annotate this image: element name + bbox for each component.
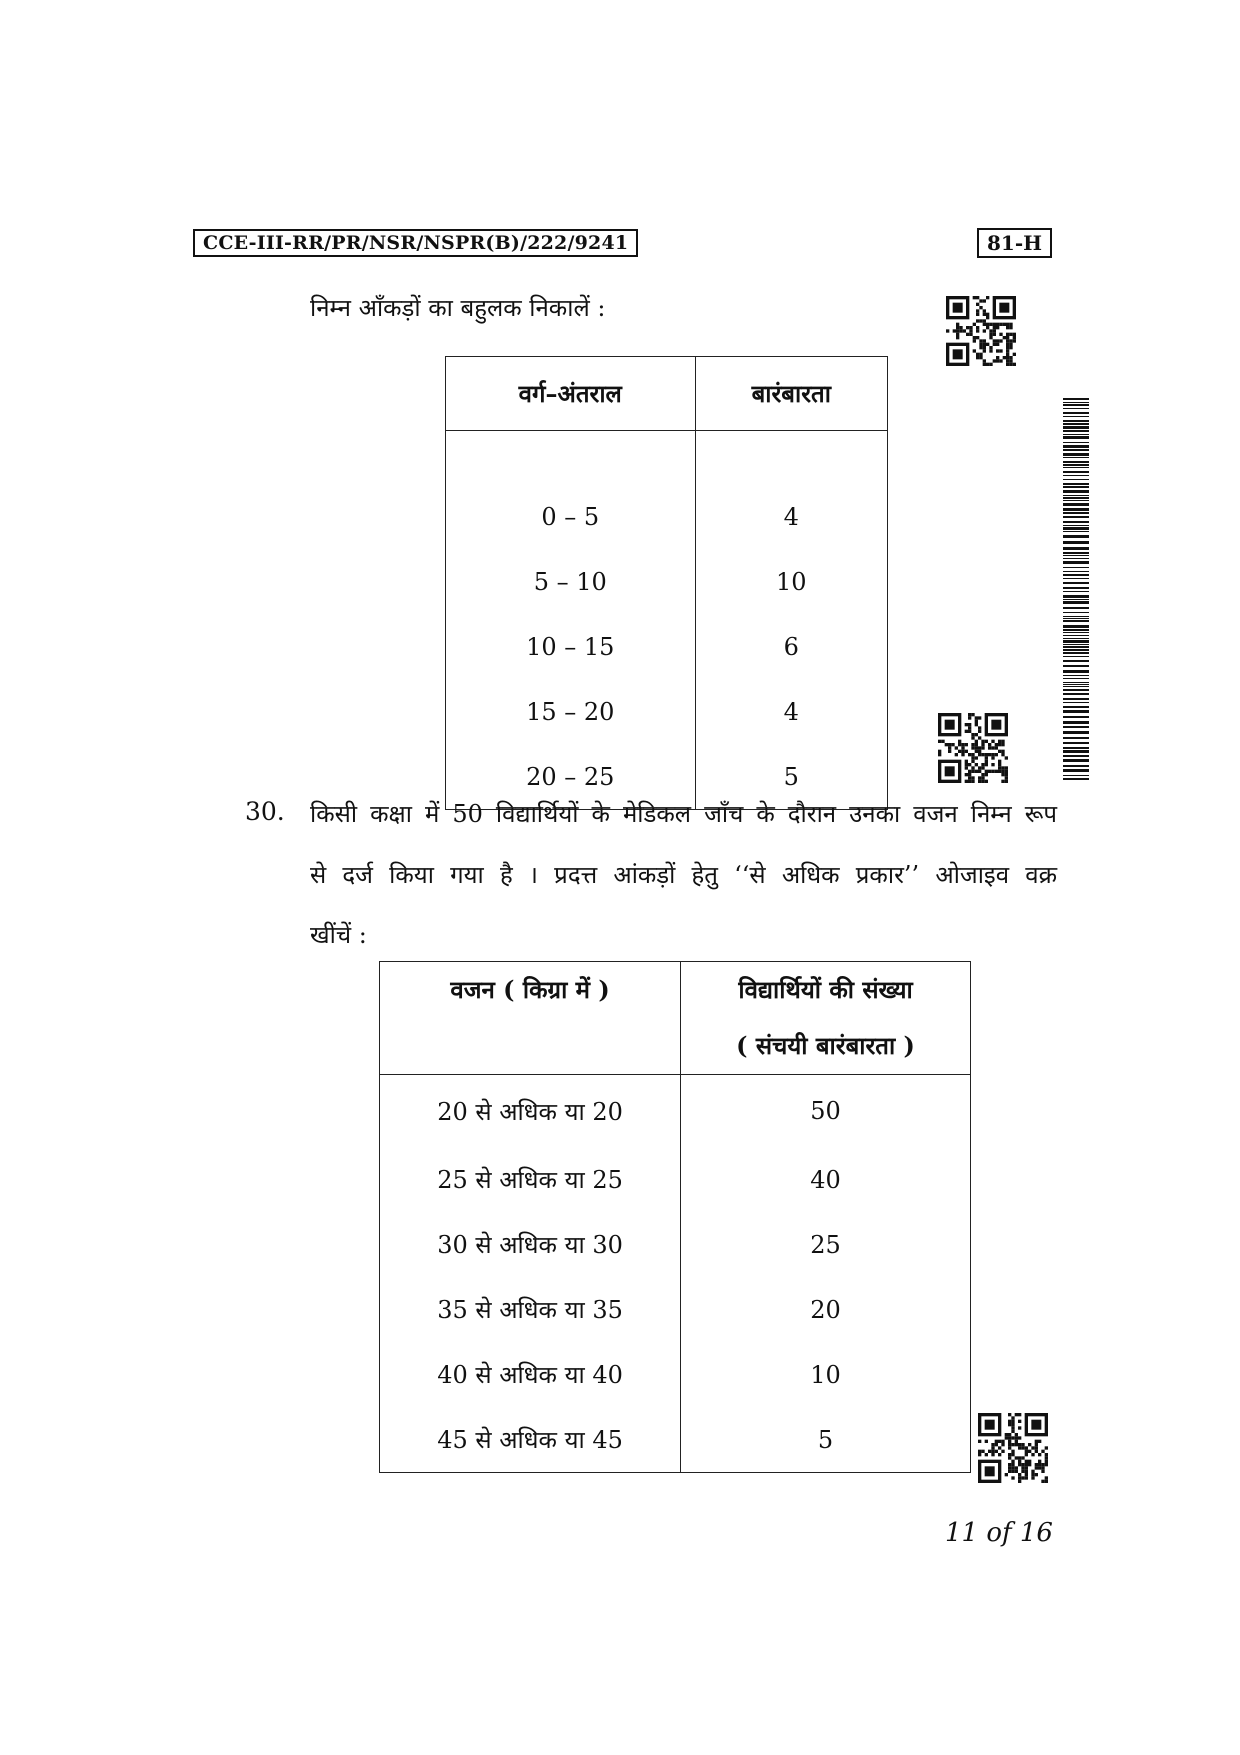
table-row [446,614,888,679]
question-29-prompt: निम्न आँकड़ों का बहुलक निकालें : [310,294,606,322]
table-row [446,679,888,744]
cumulative-frequency-cell: 10 [681,1342,971,1407]
cumulative-frequency-cell: 25 [681,1212,971,1277]
paper-code: 81-H [977,228,1052,258]
weight-cell: 45 से अधिक या 45 [380,1407,681,1473]
weight-cell: 35 से अधिक या 35 [380,1277,681,1342]
frequency-cell: 10 [695,549,888,614]
exam-code: CCE-III-RR/PR/NSR/NSPR(B)/222/9241 [193,229,638,257]
weight-cell: 30 से अधिक या 30 [380,1212,681,1277]
question-30-line-2: से दर्ज किया गया है । प्रदत्त आंकड़ों हेतु ‘‘से अधिक प्रकार’’ ओजाइव वक्र [310,861,1057,889]
table-row [380,1407,971,1473]
weight-cell: 20 से अधिक या 20 [380,1075,681,1148]
question-30-number: 30. [245,797,285,826]
mode-frequency-table [445,356,888,810]
cumulative-frequency-cell: 40 [681,1147,971,1212]
table-header-weight: वजन ( किग्रा में ) [380,962,681,1075]
table-row [380,1075,971,1148]
qr-code-icon [938,713,1008,783]
cumulative-frequency-cell: 5 [681,1407,971,1473]
weight-cell: 40 से अधिक या 40 [380,1342,681,1407]
table-row [446,549,888,614]
cumulative-frequency-cell: 20 [681,1277,971,1342]
frequency-cell: 6 [695,614,888,679]
qr-code-icon [946,296,1016,366]
question-30-line-1: किसी कक्षा में 50 विद्यार्थियों के मेडिकल जाँच के दौरान उनका वजन निम्न रूप [310,800,1057,828]
table-row [380,1147,971,1212]
class-interval-cell: 0 – 5 [446,431,696,550]
question-30-line-3: खींचें : [310,921,367,949]
table-row [380,1212,971,1277]
weight-cell: 25 से अधिक या 25 [380,1147,681,1212]
qr-code-icon [978,1413,1048,1483]
barcode-icon [1063,398,1089,783]
frequency-cell: 4 [695,431,888,550]
cumulative-frequency-cell: 50 [681,1075,971,1148]
ogive-data-table [379,961,971,1473]
table-header-class-interval: वर्ग–अंतराल [446,357,696,431]
table-header-frequency: बारंबारता [695,357,888,431]
class-interval-cell: 20 – 25 [446,744,696,810]
class-interval-cell: 10 – 15 [446,614,696,679]
page-number: 11 of 16 [945,1518,1053,1548]
table-row [446,431,888,550]
frequency-cell: 4 [695,679,888,744]
table-header-students: विद्यार्थियों की संख्या ( संचयी बारंबारता ) [681,962,971,1075]
table-row [380,1342,971,1407]
class-interval-cell: 5 – 10 [446,549,696,614]
class-interval-cell: 15 – 20 [446,679,696,744]
table-row [380,1277,971,1342]
frequency-cell: 5 [695,744,888,810]
